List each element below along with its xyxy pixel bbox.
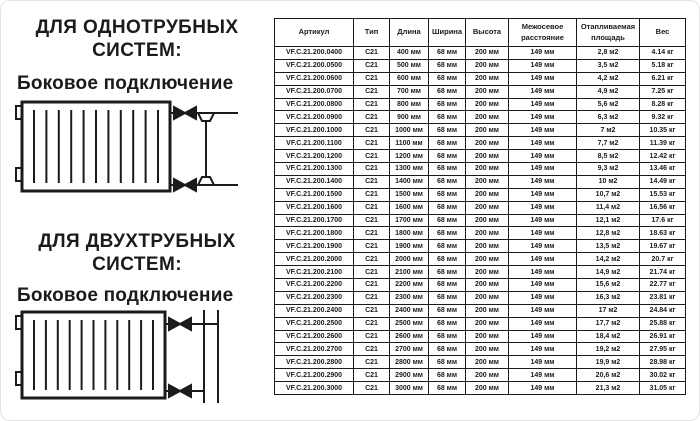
table-cell: 16,3 м2 — [577, 291, 640, 304]
table-cell: 25.88 кг — [640, 317, 686, 330]
table-row — [275, 291, 686, 304]
table-cell: 24.84 кг — [640, 304, 686, 317]
table-row — [275, 98, 686, 111]
table-row — [275, 356, 686, 369]
table-cell: VF.C.21.200.1700 — [275, 214, 354, 227]
table-cell: C21 — [354, 72, 390, 85]
table-row — [275, 214, 686, 227]
table-cell: C21 — [354, 124, 390, 137]
table-cell: C21 — [354, 330, 390, 343]
table-cell: 200 мм — [466, 201, 509, 214]
table-cell: C21 — [354, 227, 390, 240]
table-cell: 6,3 м2 — [577, 111, 640, 124]
table-cell: 1500 мм — [390, 188, 429, 201]
table-cell: 149 мм — [509, 369, 577, 382]
table-cell: VF.C.21.200.2600 — [275, 330, 354, 343]
table-cell: 1100 мм — [390, 137, 429, 150]
table-row — [275, 330, 686, 343]
table-cell: 2000 мм — [390, 253, 429, 266]
table-row — [275, 150, 686, 163]
table-cell: 149 мм — [509, 279, 577, 292]
table-cell: 68 мм — [429, 85, 466, 98]
table-cell: 149 мм — [509, 124, 577, 137]
table-cell: C21 — [354, 369, 390, 382]
table-cell: 4.14 кг — [640, 47, 686, 60]
table-header-row — [275, 19, 686, 47]
table-cell: 68 мм — [429, 47, 466, 60]
table-cell: 9.32 кг — [640, 111, 686, 124]
table-cell: 22.77 кг — [640, 279, 686, 292]
table-cell: 1600 мм — [390, 201, 429, 214]
table-cell: 12,8 м2 — [577, 227, 640, 240]
table-cell: 1700 мм — [390, 214, 429, 227]
column-header: Межосевое расстояние — [509, 19, 577, 47]
table-cell: C21 — [354, 304, 390, 317]
table-cell: 2700 мм — [390, 343, 429, 356]
table-cell: 27.95 кг — [640, 343, 686, 356]
table-cell: 4,9 м2 — [577, 85, 640, 98]
table-cell: VF.C.21.200.1600 — [275, 201, 354, 214]
two-pipe-subtitle: Боковое подключение — [17, 285, 234, 306]
table-row — [275, 201, 686, 214]
table-cell: VF.C.21.200.1800 — [275, 227, 354, 240]
table-cell: 68 мм — [429, 382, 466, 395]
column-header: Артикул — [275, 19, 354, 47]
table-cell: 14,2 м2 — [577, 253, 640, 266]
table-cell: VF.C.21.200.2900 — [275, 369, 354, 382]
table-cell: 200 мм — [466, 382, 509, 395]
table-cell: C21 — [354, 163, 390, 176]
table-row — [275, 369, 686, 382]
table-cell: 68 мм — [429, 150, 466, 163]
table-cell: 5,6 м2 — [577, 98, 640, 111]
title-line: ДЛЯ ОДНОТРУБНЫХ — [35, 17, 239, 38]
table-cell: 200 мм — [466, 330, 509, 343]
table-cell: C21 — [354, 382, 390, 395]
table-cell: 11,4 м2 — [577, 201, 640, 214]
table-cell: 149 мм — [509, 227, 577, 240]
table-cell: 68 мм — [429, 291, 466, 304]
table-row — [275, 85, 686, 98]
table-cell: 21,3 м2 — [577, 382, 640, 395]
table-cell: 149 мм — [509, 330, 577, 343]
table-cell: 18,4 м2 — [577, 330, 640, 343]
table-cell: 149 мм — [509, 253, 577, 266]
table-cell: 149 мм — [509, 240, 577, 253]
table-cell: 2100 мм — [390, 266, 429, 279]
table-cell: 68 мм — [429, 330, 466, 343]
table-cell: 1400 мм — [390, 175, 429, 188]
table-cell: 68 мм — [429, 188, 466, 201]
table-cell: 3000 мм — [390, 382, 429, 395]
table-cell: 68 мм — [429, 227, 466, 240]
table-cell: 20.7 кг — [640, 253, 686, 266]
table-cell: VF.C.21.200.1300 — [275, 163, 354, 176]
table-cell: 149 мм — [509, 291, 577, 304]
table-row — [275, 382, 686, 395]
table-cell: 11.39 кг — [640, 137, 686, 150]
table-cell: 200 мм — [466, 111, 509, 124]
column-header: Длина — [390, 19, 429, 47]
table-cell: 12.42 кг — [640, 150, 686, 163]
table-cell: 68 мм — [429, 59, 466, 72]
table-cell: 8,5 м2 — [577, 150, 640, 163]
table-cell: 2800 мм — [390, 356, 429, 369]
table-cell: 149 мм — [509, 47, 577, 60]
table-cell: 200 мм — [466, 369, 509, 382]
column-header: Тип — [354, 19, 390, 47]
table-cell: 200 мм — [466, 343, 509, 356]
table-cell: 68 мм — [429, 214, 466, 227]
table-cell: 68 мм — [429, 98, 466, 111]
table-cell: 30.02 кг — [640, 369, 686, 382]
table-cell: VF.C.21.200.2700 — [275, 343, 354, 356]
table-cell: 4,2 м2 — [577, 72, 640, 85]
table-cell: 1300 мм — [390, 163, 429, 176]
table-cell: C21 — [354, 291, 390, 304]
table-cell: 17,7 м2 — [577, 317, 640, 330]
table-cell: 3,5 м2 — [577, 59, 640, 72]
table-cell: C21 — [354, 253, 390, 266]
table-cell: 68 мм — [429, 163, 466, 176]
table-row — [275, 240, 686, 253]
table-cell: 700 мм — [390, 85, 429, 98]
table-row — [275, 137, 686, 150]
table-cell: 400 мм — [390, 47, 429, 60]
table-cell: VF.C.21.200.0400 — [275, 47, 354, 60]
table-cell: 19,2 м2 — [577, 343, 640, 356]
table-row — [275, 253, 686, 266]
table-cell: C21 — [354, 111, 390, 124]
table-cell: 200 мм — [466, 291, 509, 304]
table-cell: 149 мм — [509, 59, 577, 72]
table-cell: 149 мм — [509, 111, 577, 124]
column-header: Высота — [466, 19, 509, 47]
table-cell: 7,7 м2 — [577, 137, 640, 150]
table-cell: VF.C.21.200.1500 — [275, 188, 354, 201]
table-cell: 149 мм — [509, 356, 577, 369]
table-cell: VF.C.21.200.2300 — [275, 291, 354, 304]
table-cell: 68 мм — [429, 343, 466, 356]
table-cell: 68 мм — [429, 266, 466, 279]
table-cell: C21 — [354, 317, 390, 330]
table-row — [275, 175, 686, 188]
table-cell: 149 мм — [509, 188, 577, 201]
table-cell: 149 мм — [509, 382, 577, 395]
table-cell: VF.C.21.200.0600 — [275, 72, 354, 85]
table-cell: 200 мм — [466, 188, 509, 201]
table-row — [275, 188, 686, 201]
table-cell: 12,1 м2 — [577, 214, 640, 227]
table-cell: 200 мм — [466, 150, 509, 163]
table-cell: 200 мм — [466, 227, 509, 240]
table-cell: 200 мм — [466, 266, 509, 279]
table-cell: C21 — [354, 150, 390, 163]
table-cell: 68 мм — [429, 317, 466, 330]
table-cell: 5.18 кг — [640, 59, 686, 72]
table-cell: 149 мм — [509, 85, 577, 98]
table-cell: 149 мм — [509, 72, 577, 85]
table-cell: 31.05 кг — [640, 382, 686, 395]
table-cell: 17 м2 — [577, 304, 640, 317]
table-cell: 16.56 кг — [640, 201, 686, 214]
table-cell: VF.C.21.200.2500 — [275, 317, 354, 330]
table-row — [275, 343, 686, 356]
table-cell: C21 — [354, 47, 390, 60]
table-cell: 9,3 м2 — [577, 163, 640, 176]
spec-table — [274, 18, 686, 395]
table-cell: 68 мм — [429, 279, 466, 292]
table-cell: VF.C.21.200.1000 — [275, 124, 354, 137]
table-cell: VF.C.21.200.0500 — [275, 59, 354, 72]
table-cell: 200 мм — [466, 253, 509, 266]
table-cell: 20,6 м2 — [577, 369, 640, 382]
table-cell: 200 мм — [466, 137, 509, 150]
table-cell: 18.63 кг — [640, 227, 686, 240]
table-cell: VF.C.21.200.0700 — [275, 85, 354, 98]
table-cell: 2500 мм — [390, 317, 429, 330]
table-row — [275, 124, 686, 137]
table-cell: 149 мм — [509, 266, 577, 279]
table-row — [275, 317, 686, 330]
table-row — [275, 59, 686, 72]
table-cell: C21 — [354, 279, 390, 292]
table-cell: 1200 мм — [390, 150, 429, 163]
single-pipe-section-title — [1, 16, 273, 62]
table-cell: C21 — [354, 266, 390, 279]
table-cell: VF.C.21.200.1200 — [275, 150, 354, 163]
table-cell: 200 мм — [466, 163, 509, 176]
table-cell: C21 — [354, 137, 390, 150]
table-cell: VF.C.21.200.2800 — [275, 356, 354, 369]
table-cell: 21.74 кг — [640, 266, 686, 279]
table-cell: 2200 мм — [390, 279, 429, 292]
table-cell: 68 мм — [429, 175, 466, 188]
table-cell: 200 мм — [466, 98, 509, 111]
table-cell: C21 — [354, 188, 390, 201]
table-cell: 68 мм — [429, 240, 466, 253]
table-cell: 200 мм — [466, 47, 509, 60]
table-cell: 1000 мм — [390, 124, 429, 137]
table-cell: 14.49 кг — [640, 175, 686, 188]
table-cell: 2600 мм — [390, 330, 429, 343]
table-row — [275, 111, 686, 124]
table-cell: 13.46 кг — [640, 163, 686, 176]
table-cell: 26.91 кг — [640, 330, 686, 343]
title-line: СИСТЕМ: — [92, 40, 182, 61]
table-cell: 149 мм — [509, 98, 577, 111]
table-cell: C21 — [354, 201, 390, 214]
table-body — [275, 47, 686, 395]
table-cell: 7.25 кг — [640, 85, 686, 98]
table-cell: 2300 мм — [390, 291, 429, 304]
table-cell: VF.C.21.200.1100 — [275, 137, 354, 150]
table-cell: C21 — [354, 175, 390, 188]
table-cell: 149 мм — [509, 175, 577, 188]
table-cell: 149 мм — [509, 304, 577, 317]
table-cell: 149 мм — [509, 214, 577, 227]
table-row — [275, 266, 686, 279]
table-cell: 600 мм — [390, 72, 429, 85]
table-row — [275, 279, 686, 292]
table-row — [275, 163, 686, 176]
radiator-two-pipe-diagram-icon — [14, 304, 258, 406]
table-cell: 68 мм — [429, 356, 466, 369]
table-cell: VF.C.21.200.2000 — [275, 253, 354, 266]
table-cell: 2,8 м2 — [577, 47, 640, 60]
table-cell: 200 мм — [466, 317, 509, 330]
table-cell: 19,9 м2 — [577, 356, 640, 369]
table-cell: 15,6 м2 — [577, 279, 640, 292]
table-cell: 200 мм — [466, 72, 509, 85]
table-cell: 2900 мм — [390, 369, 429, 382]
table-cell: VF.C.21.200.2200 — [275, 279, 354, 292]
table-cell: 149 мм — [509, 163, 577, 176]
table-cell: C21 — [354, 59, 390, 72]
table-cell: VF.C.21.200.1400 — [275, 175, 354, 188]
column-header: Вес — [640, 19, 686, 47]
table-cell: 2400 мм — [390, 304, 429, 317]
table-cell: VF.C.21.200.2100 — [275, 266, 354, 279]
table-row — [275, 304, 686, 317]
table-cell: 17.6 кг — [640, 214, 686, 227]
table-cell: 149 мм — [509, 137, 577, 150]
table-cell: 68 мм — [429, 304, 466, 317]
table-cell: 1900 мм — [390, 240, 429, 253]
table-cell: C21 — [354, 240, 390, 253]
table-cell: 10.35 кг — [640, 124, 686, 137]
column-header: Ширина — [429, 19, 466, 47]
table-cell: C21 — [354, 356, 390, 369]
single-pipe-subtitle: Боковое подключение — [17, 73, 234, 94]
table-cell: 19.67 кг — [640, 240, 686, 253]
table-cell: 200 мм — [466, 175, 509, 188]
table-cell: VF.C.21.200.0900 — [275, 111, 354, 124]
table-cell: 200 мм — [466, 356, 509, 369]
table-cell: 200 мм — [466, 304, 509, 317]
table-cell: VF.C.21.200.1900 — [275, 240, 354, 253]
radiator-single-pipe-diagram-icon — [14, 96, 258, 198]
table-cell: 149 мм — [509, 150, 577, 163]
table-cell: 23.81 кг — [640, 291, 686, 304]
table-cell: 7 м2 — [577, 124, 640, 137]
two-pipe-section-title — [1, 230, 273, 276]
table-cell: VF.C.21.200.2400 — [275, 304, 354, 317]
table-cell: VF.C.21.200.0800 — [275, 98, 354, 111]
table-cell: C21 — [354, 214, 390, 227]
table-cell: 149 мм — [509, 343, 577, 356]
table-cell: 68 мм — [429, 253, 466, 266]
table-cell: 500 мм — [390, 59, 429, 72]
table-cell: VF.C.21.200.3000 — [275, 382, 354, 395]
table-cell: 900 мм — [390, 111, 429, 124]
table-cell: 800 мм — [390, 98, 429, 111]
table-cell: 200 мм — [466, 279, 509, 292]
table-cell: 149 мм — [509, 201, 577, 214]
column-header: Отапливаемая площадь — [577, 19, 640, 47]
table-cell: 68 мм — [429, 201, 466, 214]
table-row — [275, 47, 686, 60]
table-cell: 8.28 кг — [640, 98, 686, 111]
table-cell: 200 мм — [466, 124, 509, 137]
table-cell: C21 — [354, 98, 390, 111]
table-cell: 68 мм — [429, 124, 466, 137]
table-cell: C21 — [354, 343, 390, 356]
table-cell: 6.21 кг — [640, 72, 686, 85]
table-cell: 14,9 м2 — [577, 266, 640, 279]
table-cell: 200 мм — [466, 214, 509, 227]
table-cell: 68 мм — [429, 111, 466, 124]
table-cell: 200 мм — [466, 240, 509, 253]
table-cell: 68 мм — [429, 137, 466, 150]
table-cell: 68 мм — [429, 369, 466, 382]
table-cell: 10,7 м2 — [577, 188, 640, 201]
table-cell: 1800 мм — [390, 227, 429, 240]
table-cell: 28.98 кг — [640, 356, 686, 369]
table-cell: 200 мм — [466, 85, 509, 98]
table-cell: 68 мм — [429, 72, 466, 85]
table-cell: 200 мм — [466, 59, 509, 72]
table-cell: C21 — [354, 85, 390, 98]
title-line: ДЛЯ ДВУХТРУБНЫХ — [38, 231, 236, 252]
table-cell: 10 м2 — [577, 175, 640, 188]
table-cell: 15.53 кг — [640, 188, 686, 201]
table-cell: 13,5 м2 — [577, 240, 640, 253]
table-row — [275, 72, 686, 85]
title-line: СИСТЕМ: — [92, 254, 182, 275]
table-cell: 149 мм — [509, 317, 577, 330]
table-row — [275, 227, 686, 240]
